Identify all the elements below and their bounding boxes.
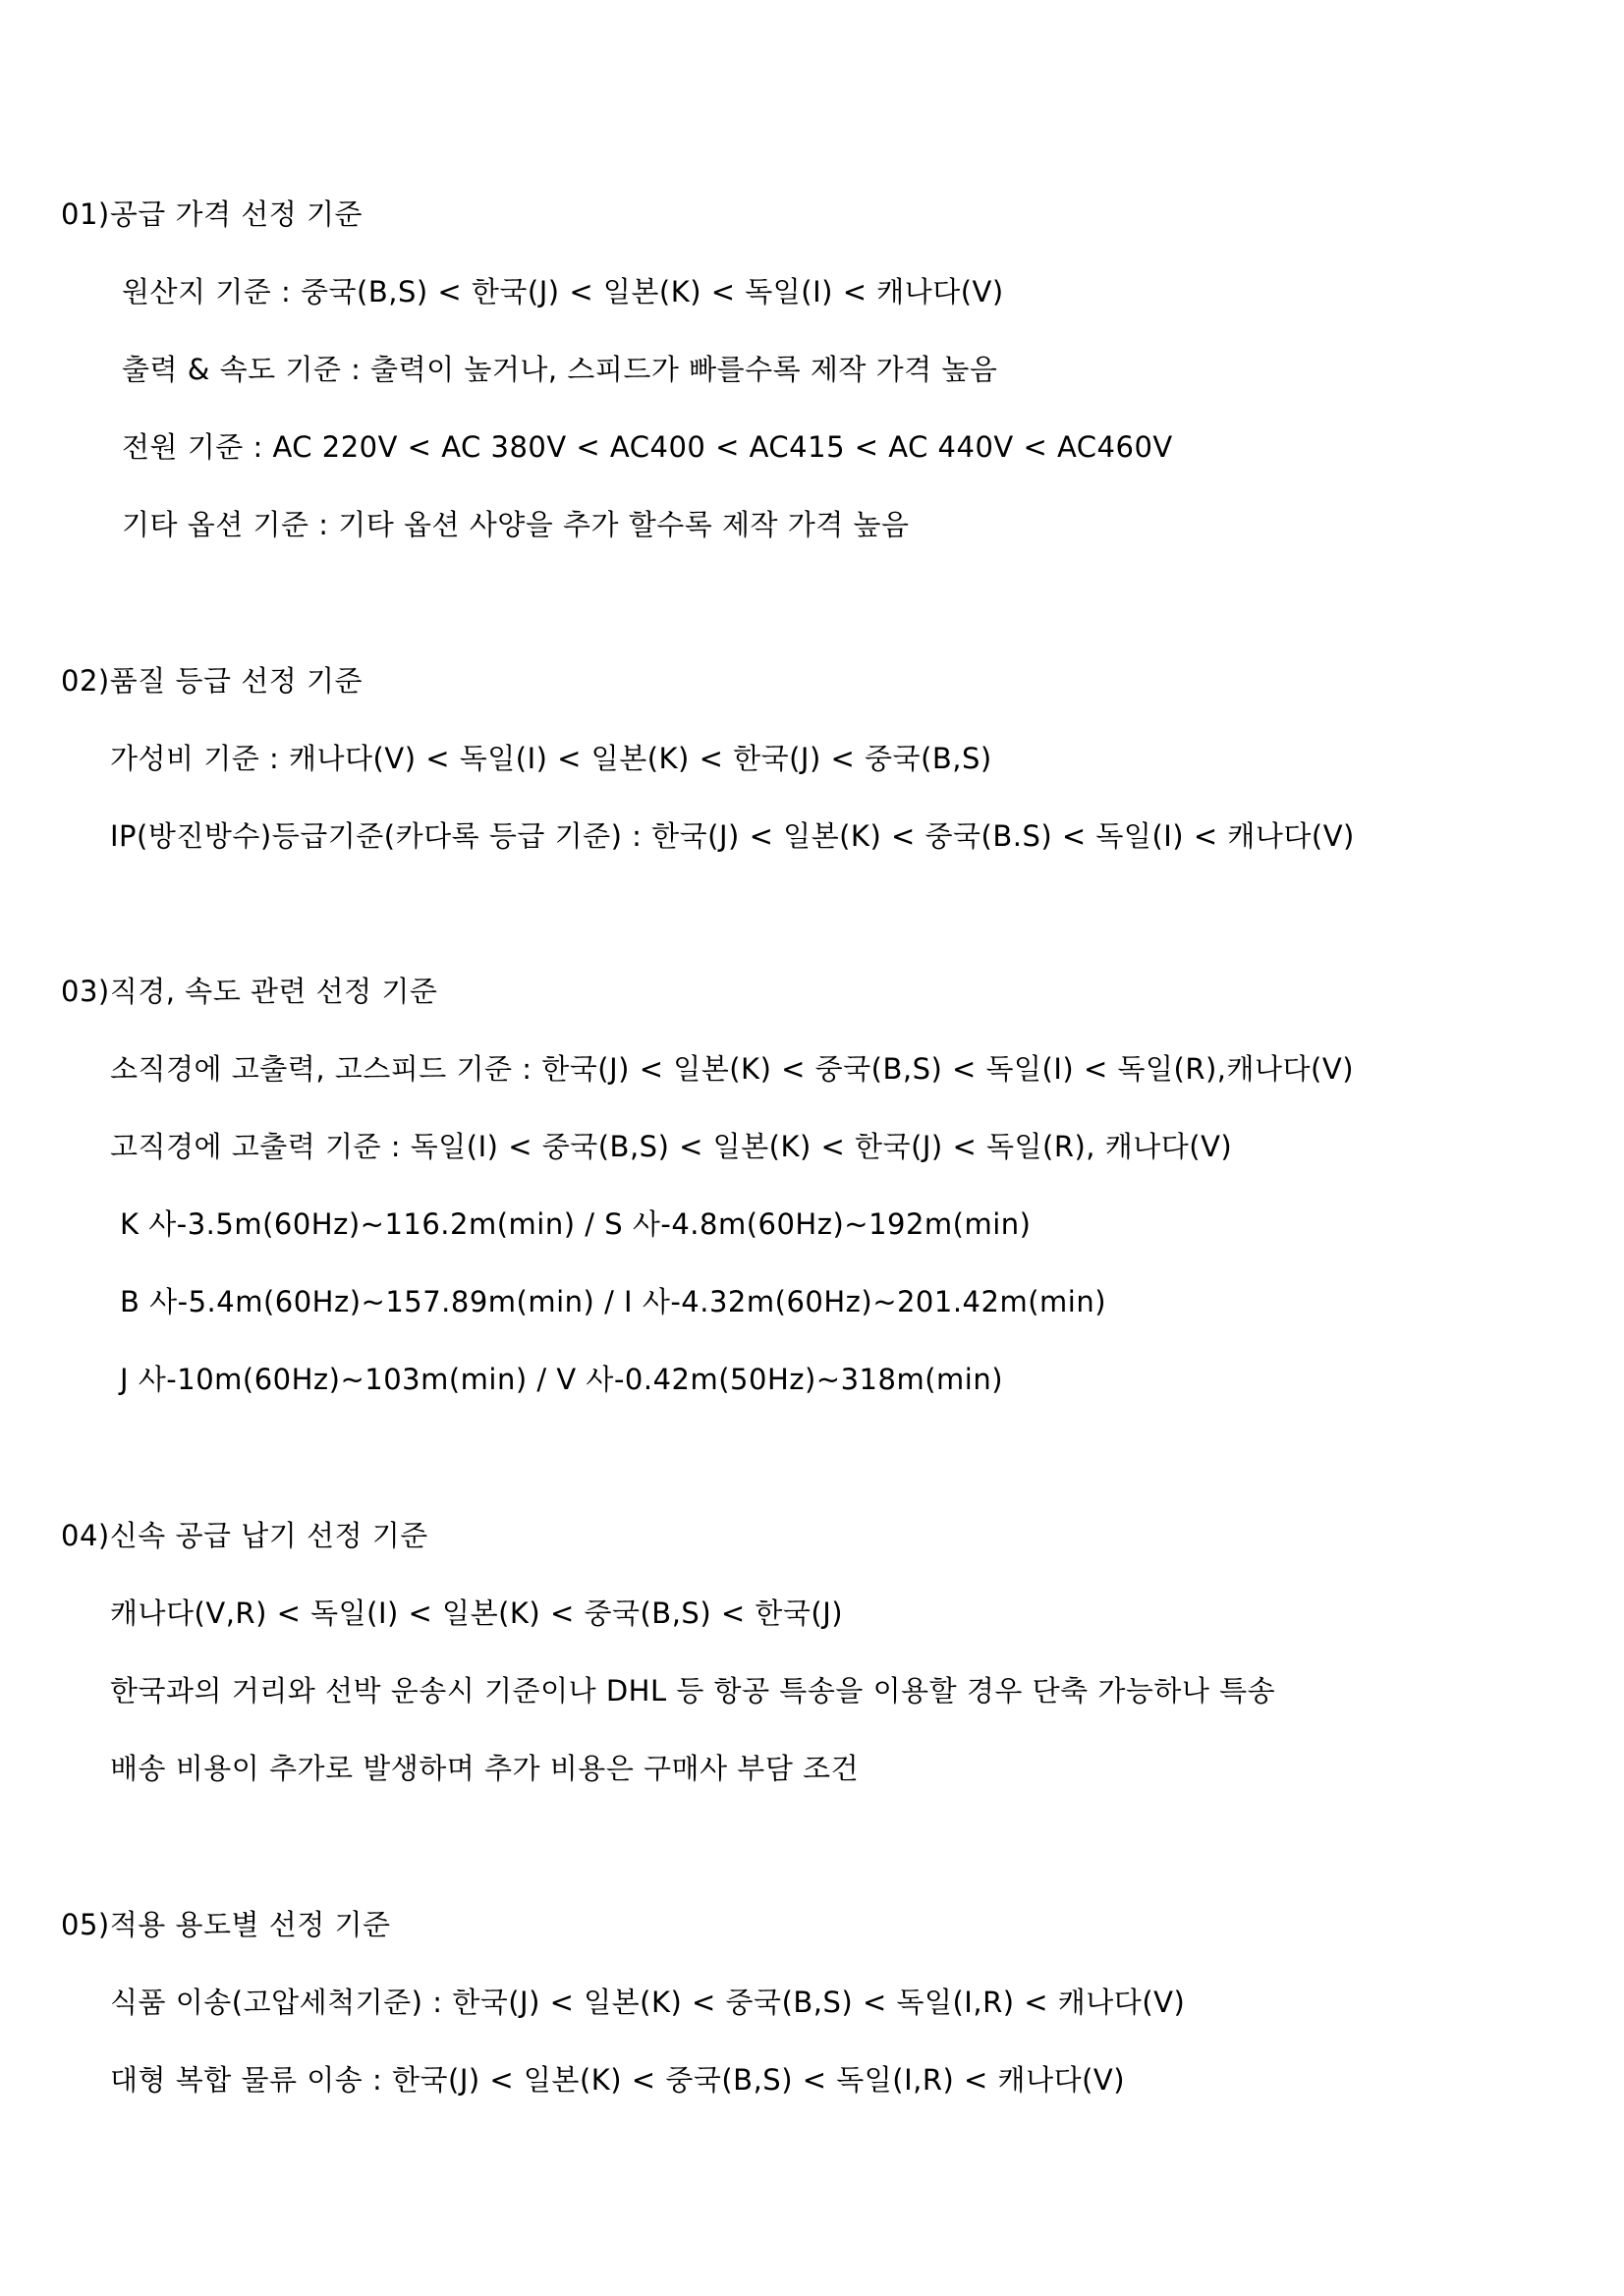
section-heading: 05)적용 용도별 선정 기준 [61, 1908, 391, 1941]
criteria-line: IP(방진방수)등급기준(카다록 등급 기준) : 한국(J) < 일본(K) < 중국(B.S) < 독일(I) < 캐나다(V) [110, 819, 1355, 853]
spec-line: B 사-5.4m(60Hz)~157.89m(min) / I 사-4.32m(60Hz)~201.42m(min) [120, 1285, 1107, 1318]
criteria-line: 대형 복합 물류 이송 : 한국(J) < 일본(K) < 중국(B,S) < 독일(I,R) < 캐나다(V) [110, 2063, 1126, 2097]
criteria-line: 원산지 기준 : 중국(B,S) < 한국(J) < 일본(K) < 독일(I) < 캐나다(V) [122, 275, 1004, 308]
criteria-line: 기타 옵션 기준 : 기타 옵션 사양을 추가 할수록 제작 가격 높음 [122, 508, 910, 541]
section-heading: 04)신속 공급 납기 선정 기준 [61, 1519, 428, 1552]
criteria-line: 식품 이송(고압세척기준) : 한국(J) < 일본(K) < 중국(B,S) < 독일(I,R) < 캐나다(V) [110, 1986, 1186, 2019]
spec-line: K 사-3.5m(60Hz)~116.2m(min) / S 사-4.8m(60Hz)~192m(min) [120, 1207, 1032, 1241]
criteria-line: 배송 비용이 추가로 발생하며 추가 비용은 구매사 부담 조건 [110, 1752, 860, 1785]
criteria-line: 고직경에 고출력 기준 : 독일(I) < 중국(B,S) < 일본(K) < 한국(J) < 독일(R), 캐나다(V) [110, 1130, 1233, 1163]
criteria-line: 캐나다(V,R) < 독일(I) < 일본(K) < 중국(B,S) < 한국(J) [110, 1596, 844, 1630]
criteria-line: 전원 기준 : AC 220V < AC 380V < AC400 < AC415 < AC 440V < AC460V [122, 430, 1173, 464]
spec-line: J 사-10m(60Hz)~103m(min) / V 사-0.42m(50Hz)~318m(min) [120, 1363, 1004, 1396]
section-heading: 03)직경, 속도 관련 선정 기준 [61, 975, 438, 1008]
section-heading: 02)품질 등급 선정 기준 [61, 664, 363, 698]
criteria-line: 가성비 기준 : 캐나다(V) < 독일(I) < 일본(K) < 한국(J) < 중국(B,S) [110, 742, 992, 775]
criteria-line: 소직경에 고출력, 고스피드 기준 : 한국(J) < 일본(K) < 중국(B,S) < 독일(I) < 독일(R),캐나다(V) [110, 1052, 1355, 1086]
criteria-line: 한국과의 거리와 선박 운송시 기준이나 DHL 등 항공 특송을 이용할 경우 단축 가능하나 특송 [110, 1674, 1276, 1708]
section-heading: 01)공급 가격 선정 기준 [61, 197, 363, 231]
criteria-line: 출력 & 속도 기준 : 출력이 높거나, 스피드가 빠를수록 제작 가격 높음 [122, 353, 998, 386]
